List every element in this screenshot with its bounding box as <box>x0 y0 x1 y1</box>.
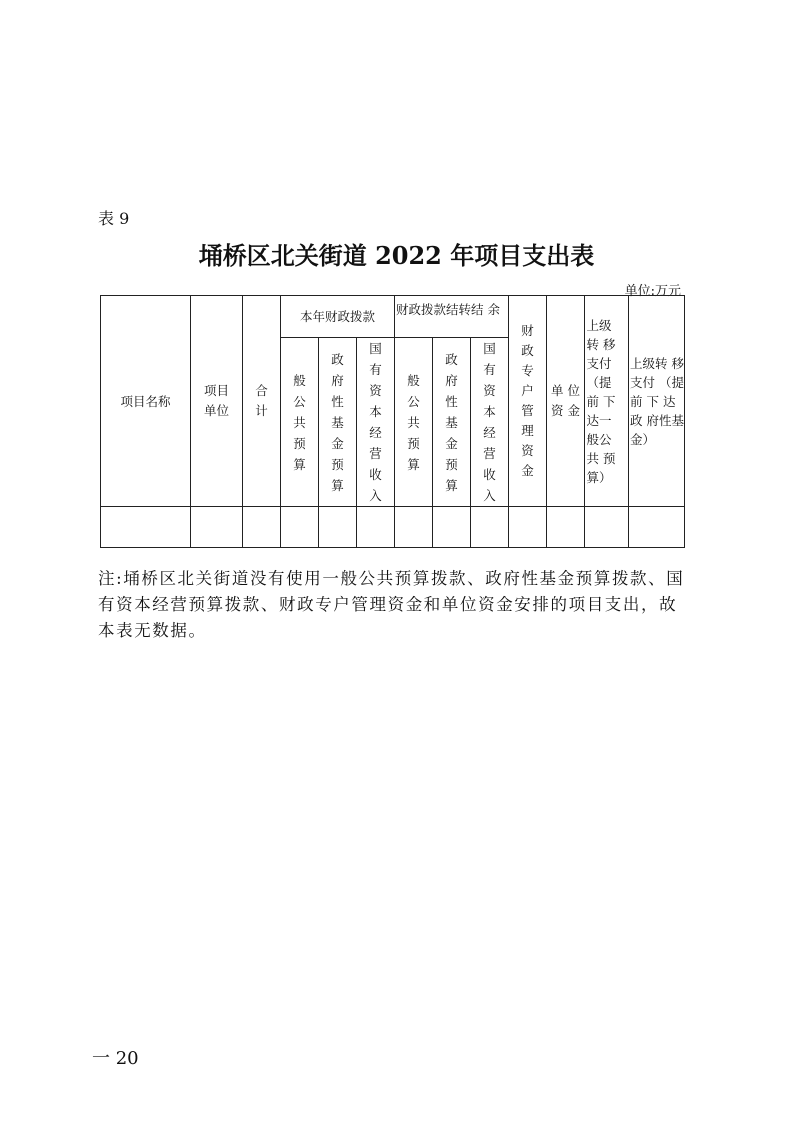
table-cell <box>509 507 547 548</box>
table-cell <box>395 507 433 548</box>
table-cell <box>629 507 685 548</box>
table-cell <box>243 507 281 548</box>
table-cell <box>319 507 357 548</box>
table-cell <box>433 507 471 548</box>
subheader-state-capital-income: 国有资本经营收入 <box>471 338 509 507</box>
unit-note: 单位:万元 <box>624 284 681 299</box>
table-cell <box>471 507 509 548</box>
table-cell <box>281 507 319 548</box>
table-cell <box>357 507 395 548</box>
subheader-general-budget: 般公共预算 <box>395 338 433 507</box>
header-carryover-balance: 财政拨款结转结 余 <box>395 296 509 338</box>
footnote: 注:埇桥区北关街道没有使用一般公共预算拨款、政府性基金预算拨款、国有资本经营预算拨款、财政专户管理资金和单位资金安排的项目支出，故本表无数据。 <box>98 569 685 640</box>
page-number: 一 20 <box>92 1048 139 1069</box>
subheader-gov-fund-budget: 政府性基金预算 <box>319 338 357 507</box>
table-cell <box>585 507 629 548</box>
subheader-state-capital-income: 国有资本经营收入 <box>357 338 395 507</box>
table-cell <box>191 507 243 548</box>
subheader-general-budget: 般公共预算 <box>281 338 319 507</box>
header-unit-fund: 单 位 资 金 <box>547 296 585 507</box>
header-special-account-fund: 财政专户管理资金 <box>509 296 547 507</box>
header-current-year-appropriation: 本年财政拨款 <box>281 296 395 338</box>
table-label: 表 9 <box>98 209 130 228</box>
header-transfer-general-budget: 上级 转 移 支付 （提 前 下 达一 般公 共 预 算） <box>585 296 629 507</box>
header-total: 合计 <box>243 296 281 507</box>
page-title: 埇桥区北关街道 2022 年项目支出表 <box>198 241 595 270</box>
header-row-1 <box>101 296 685 338</box>
project-expenditure-table <box>100 295 685 548</box>
table-cell <box>101 507 191 548</box>
table-cell <box>547 507 585 548</box>
header-transfer-gov-fund: 上级转 移 支付 （提前 下 达政 府性基 金） <box>629 296 685 507</box>
table-row <box>101 507 685 548</box>
header-project-name: 项目名称 <box>101 296 191 507</box>
subheader-gov-fund-budget: 政府性基金预算 <box>433 338 471 507</box>
header-project-unit: 项目 单位 <box>191 296 243 507</box>
